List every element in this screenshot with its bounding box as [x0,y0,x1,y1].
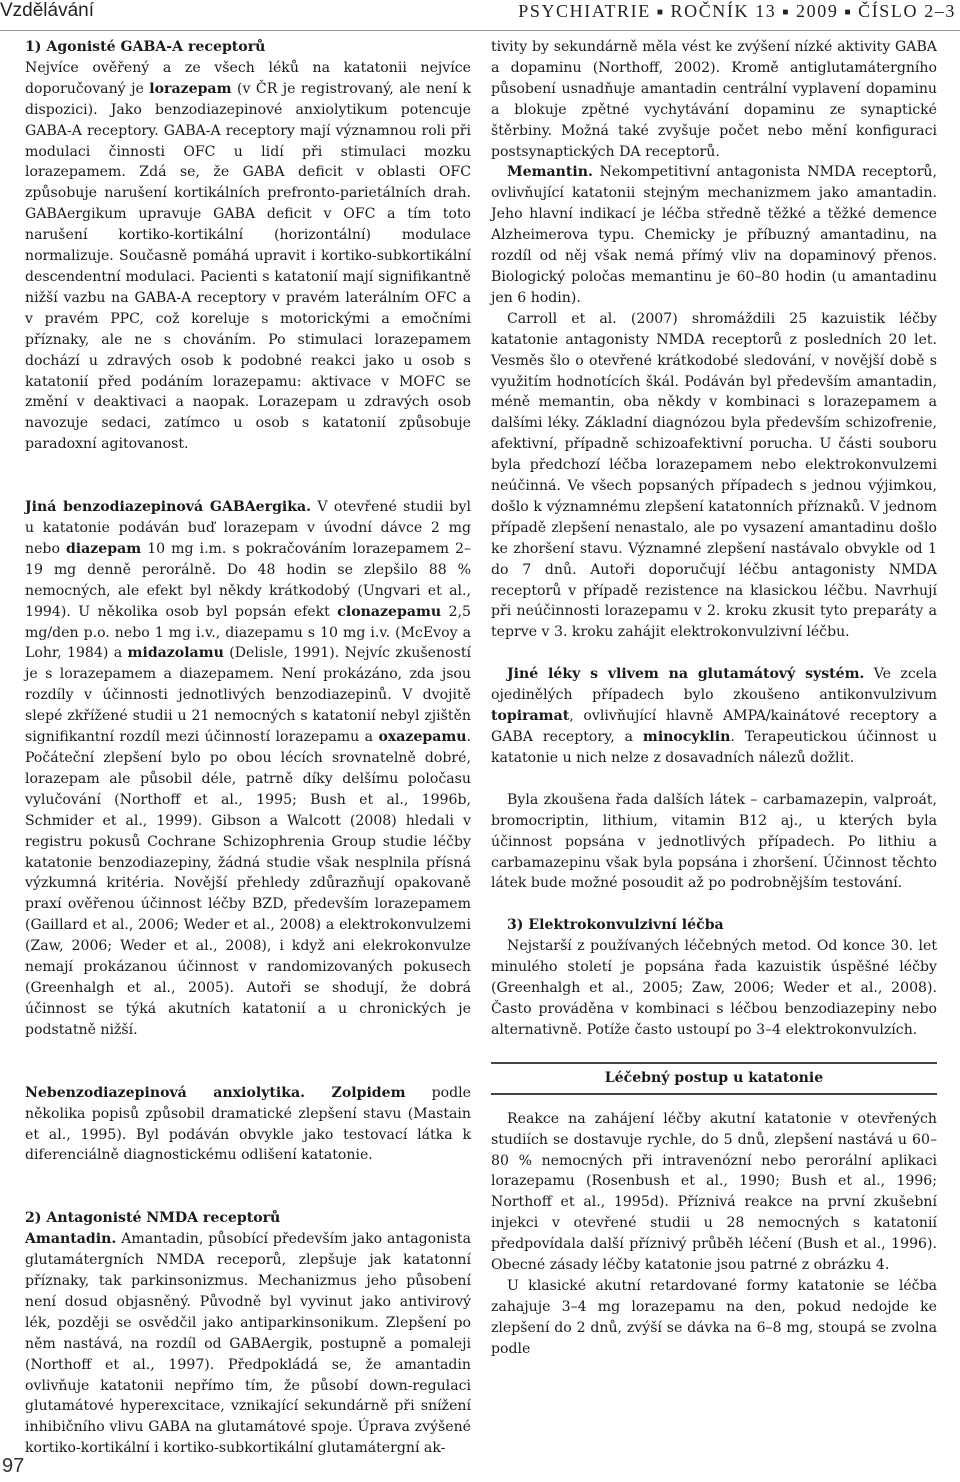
text-run: (v ČR je registrovaný, ale není k dispozici). Jako benzodiazepinové anxiolytikum potencuje GABA-A receptory. GABA-A receptory mají významnou roli při modulaci činnosti OFC u lidí při stimulaci mozku lorazepamem. Zdá se, že GABA deficit v oblasti OFC způsobuje narušení kortikálních prefronto-parietálních drah. GABAergikum upravuje GABA deficit v OFC a tím toto narušení kortiko-kortikální (horizontální) modulace normalizuje. Současně pomáhá upravit i kortiko-subkortikální descendentní modulaci. Pacienti s katatonií mají signifikantně nižší vazbu na GABA-A receptory v pravém laterálním OFC a v pravém PPC, což koreluje s motorickými a emočními příznaky, ale ne s chováním. Po stimulaci lorazepamem dochází u zdravých osob k podobné reakci jako u osob s katatonií před podáním lorazepamu: aktivace v MOFC se změní v deaktivaci a naopak. Lorazepam u zdravých osob navozuje sedaci, zatímco u osob s katatonií způsobuje paradoxní agitovanost. [25,80,471,453]
bold-term: lorazepam [149,80,232,97]
spacer [25,1166,471,1208]
text-run: 10 mg i.m. s pokračováním lorazepamem 2–19 mg denně perorálně. Do 48 hodin se zlepšilo 88 % nemocných, ale efekt byl někdy krátkodobý (Ungvari et al., 1994). U několika osob byl popsán efekt [25,540,472,620]
journal-year: 2009 [796,1,839,21]
paragraph-other-benzodiazepines [25,497,471,1041]
left-column [25,37,471,1459]
text-run: Nejstarší z používaných léčebných metod. Od konce 30. let minulého století je popsána řada kazuistik úspěšné léčby (Greenhalgh et al., 2005; Zaw, 2006; Weder et al., 2008). Často prováděna v kombinaci s léčbou benzodiazepiny nebo alternativně. Potíže často ustoupí po 3–4 elektrokonvulzích. [491,938,937,1038]
page-number: 97 [2,1455,25,1477]
text-run: V otevřené studii byl u katatonie podáván buď lorazepam v úvodní dávce 2 mg nebo [25,499,471,557]
bold-term: minocyklin [642,729,731,745]
separator-square-icon: ■ [656,7,665,18]
paragraph-lorazepam [25,58,471,455]
bold-term: Amantadin. [25,1231,117,1248]
heading-ect: 3) Elektrokonvulzivní léčba [507,917,724,934]
text-run: Nekompetitivní antagonista NMDA receptorů, ovlivňující katatonii stejným mechanizmem jako amantadin. Jeho hlavní indikací je léčba středně těžké a těžké demence Alzheimerova typu. Chemicky je příbuzný amantadinu, na rozdíl od něj však nemá přímý vliv na dopaminový přenos. Biologický poločas memantinu je 60–80 hodin (u amantadinu jen 6 hodin). [491,164,937,306]
text-run: podle několika popisů způsobil dramatické zlepšení stavu (Mastain et al., 1995). Byl podáván obvykle jako testovací látka k diferenciálně diagnostickému odlišení katatonie. [25,1084,471,1164]
text-run: U klasické akutní retardované formy katatonie se léčba zahajuje 3–4 mg lorazepamu na den, pokud nedojde ke zlepšení do 2 dnů, zvýší se dávka na 6–8 mg, stoupá se zvolna podle [491,1277,937,1357]
bold-term: Nebenzodiazepinová anxiolytika. Zolpidem [25,1084,406,1101]
text-run: Nejvíce ověřený a ze všech léků na katatonii nejvíce doporučovaný je [25,59,471,97]
paragraph-nonbenzodiazepine [25,1083,471,1167]
right-column [491,37,937,1360]
bold-term: Memantin. [507,164,593,181]
journal-header [518,1,956,22]
paragraph-treatment-dosing [491,1276,937,1360]
text-run: 2,5 mg/den p.o. nebo 1 mg i.v., diazepamu s 10 mg i.v. (McEvoy a Lohr, 1984) a [25,603,471,662]
spacer [491,769,937,790]
text-run: Amantadin, působící především jako antagonista glutamátergních NMDA receporů, zlepšuje jak katatonní příznaky, tak parkinsonizmus. Mechanizmus jeho působení není dosud objasněný. Původně byl vyvinut jako antivirový lék, později se osvědčil jako antiparkinsonikum. Zlepšení po něm nastává, na rozdíl od GABAergik, postupně a pomaleji (Northoff et al., 1997). Předpokládá se, že amantadin ovlivňuje katatonii nepřímo tím, že působí down-regulaci glutamátové hyperexcitace, vznikající sekundárně při snížení inhibičního vlivu GABA na glutamátové spoje. Úprava zvýšené kortiko-kortikální i kortiko-subkortikální glutamátergní ak- [25,1231,471,1457]
paragraph-amantadin [25,1229,471,1459]
text-run: . Počáteční zlepšení bylo po obou lécích srovnatelně dobré, lorazepam ale působil déle, patrně díky delšímu poločasu vylučování (Northoff et al., 1995; Bush et al., 1996b, Schmider et al., 1999). Gibson a Walcott (2008) hledali v registru pokusů Cochrane Schizophrenia Group studie léčby katatonie benzodiazepiny, žádná studie však nesplnila přísná výzkumná kritéria. Novější přehledy zdůrazňují opakovaně praxí ověřenou účinnost léčby BZD, především lorazepamem (Gaillard et al., 2006; Weder et al., 2008) a elektrokonvulzemi (Zaw, 2006; Weder et al., 2008), i když ani elekrokonvulze nemají prokázanou účinnost v randomizovaných pokusech (Greenhalgh et al., 2005). Autoři se shodují, že dobrá účinnost se týká akutních katatonií a u chronických je podstatně nižší. [25,729,471,1038]
text-run: . Terapeutickou účinnost u katatonie u nich nelze z dosavadních nálezů dožlit. [491,729,938,766]
journal-volume: ROČNÍK 13 [670,1,777,21]
paragraph-treatment-response [491,1109,937,1276]
text-run: (Delisle, 1991). Nejvíc zkušeností je s lorazepamem a diazepamem. Není prokázáno, zda jsou rozdíly v účinnosti jednotlivých benzodiazepinů. V dvojitě slepé zkřížené studii u 21 nemocných s katatonií nebyl zjištěn signifikantní rozdíl mezi účinností lorazepamu a [25,645,471,746]
bold-term: topiramat [491,708,570,725]
spacer [25,1041,471,1083]
separator-square-icon: ■ [782,7,791,18]
journal-name: PSYCHIATRIE [518,1,651,21]
bold-term: diazepam [65,540,142,557]
header-divider [0,30,960,31]
separator-square-icon: ■ [844,7,853,18]
heading-gaba-agonists: 1) Agonisté GABA-A receptorů [25,39,266,55]
text-run: Ve zcela ojedinělých případech bylo zkoušeno antikonvulzivum [491,666,937,704]
heading-nmda-antagonists: 2) Antagonisté NMDA receptorů [25,1210,281,1227]
spacer [491,894,937,915]
paragraph-glutamate-drugs [491,664,937,769]
paragraph-other-drugs [491,790,937,895]
text-run: tivity by sekundárně měla vést ke zvýšení nízké aktivity GABA a dopaminu (Northoff, 2002). Kromě antiglutamátergního působení usnadňuje amantadin centrální vyplavení dopaminu a blokuje zpětné vychytávání dopaminu ze synaptické štěrbiny. Možná také zvyšuje počet nebo mění konfiguraci postsynaptických DA receptorů. [491,39,937,160]
paragraph-memantin [491,162,937,308]
text-run: , ovlivňující hlavně AMPA/kainátové receptory a GABA receptory, a [491,708,937,745]
bold-term: Jiné léky s vlivem na glutamátový systém. [507,666,865,683]
journal-issue: ČÍSLO 2–3 [858,1,956,21]
bold-term: oxazepamu [378,729,467,746]
bold-term: clonazepamu [337,603,442,620]
paragraph-amantadin-continued [491,37,937,162]
paragraph-ect [491,936,937,1041]
box-heading-treatment: Léčebný postup u katatonie [491,1062,937,1095]
spacer [25,455,471,497]
text-run: Carroll et al. (2007) shromáždili 25 kazuistik léčby katatonie antagonisty NMDA receptorů z posledních 20 let. Vesměs šlo o otevřené krátkodobé sledování, v novější době s využitím hodnotících škál. Podáván byl především amantadin, méně memantin, oba někdy v kombinaci s lorazepamem a dalšími léky. Základní diagnózou byla především schizofrenie, afektivní, případně schizoafektivní porucha. U části souboru byla předchozí léčba lorazepamem nebo elektrokonvulzemi neúčinná. Ve všech popsaných případech s jednou výjimkou, došlo k významnému zlepšení katatonních příznaků. V jednom případě zlepšení nenastalo, ale po vysazení amantadinu došlo ke zhoršení stavu. Významné zlepšení nastávalo obvykle od 1 do 7 dnů. Autoři doporučují léčbu antagonisty NMDA receptorů v případě rezistence na klasickou léčbu. Navrhují při neúčinnosti lorazepamu v 2. kroku zkusit tyto preparáty a teprve v 3. kroku zahájit elektrokonvulzivní léčbu. [491,310,937,641]
text-run: Reakce na zahájení léčby akutní katatonie v otevřených studiích se dostavuje rychle, do 5 dnů, zlepšení nastává u 60–80 % nemocných při intravenózní nebo perorální aplikaci lorazepamu (Rosenbush et al., 1990; Bush et al., 1996; Northoff et al., 1995d). Příznivá reakce na první zkušební injekci v otevřené studii u 28 nemocných s katatonií předpovídala další příznivý průběh léčení (Bush et al., 1996). Obecné zásady léčby katatonie jsou patrné z obrázku 4. [491,1110,937,1274]
spacer [491,1095,937,1109]
section-title: Vzdělávání [0,0,95,21]
spacer [491,1041,937,1062]
bold-term: midazolamu [127,645,224,662]
text-run: Byla zkoušena řada dalších látek – carbamazepin, valproát, bromocriptin, lithium, vitamin B12 aj., u kterých byla účinnost popsána v jednotlivých případech. Po lithiu a carbamazepinu však byla popsána i zhoršení. Účinnost těchto látek bude možné posoudit až po podrobnějším testování. [491,791,937,892]
paragraph-carroll [491,309,937,644]
bold-term: Jiná benzodiazepinová GABAergika. [25,499,312,516]
spacer [491,643,937,664]
